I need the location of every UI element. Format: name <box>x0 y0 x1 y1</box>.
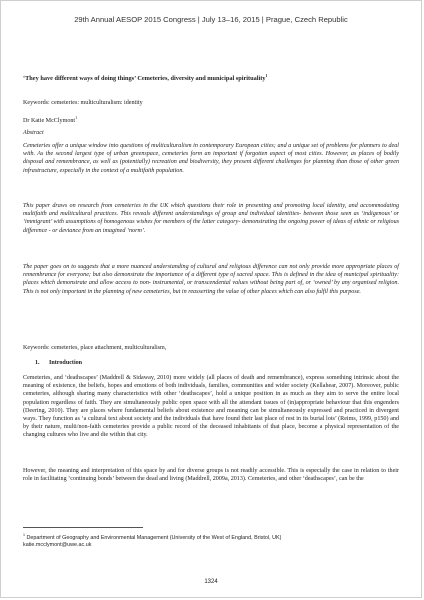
abstract-text: Cemeteries offer a unique window into questions of multiculturalism in contemporary European cities; and a unique set of problems for planners to deal with. As the second largest type of urban greenspace, cemeteries form an important if forgotten aspect of most cities. However, as places of bodily disposal and remembrance, as well as (potentially) recreation and biodiversity, they present different challenges for planning than those of other green infrastructure, especially in the context of a multifaith population. <box>23 143 399 174</box>
abstract-paragraph-3 <box>23 263 399 296</box>
abstract-paragraph-2 <box>23 202 399 235</box>
body-text: Cemeteries, and ‘deathscapes’ (Maddrell & Sidaway, 2010) more widely (all places of death and remembrance), express something intrinsic about the meaning of existence, the beliefs, hopes and emotions of both individuals, families, communities and wider society (Kellahear, 2007). Moreover, public cemeteries, although sharing many characteristics with other ‘deathscapes’, hold a unique position in as much as they aim to serve the entire local population regardless of faith. They are simultaneously public open space with all the attendant issues of (in)appropriate behaviour that this engenders (Deering, 2010). They are places where fundamental beliefs about existence and meaning can be simultaneously expressed and practiced in divergent ways. They function as ‘a cultural text about society and the individuals that have found their last place of rest in its burial lots’ (Reims, 1999, p150) and by their nature, multi/non-faith cemeteries provide a public record of the deceased inhabitants of that place, become a physical representation of the changing cultures who live and die within that city. <box>23 375 399 439</box>
paper-title <box>23 72 399 83</box>
keywords-line-2: Keywords: cemeteries, place attachment, multiculturalism, <box>23 345 167 351</box>
author-footnote-mark: 1 <box>75 115 78 120</box>
author-line <box>23 114 399 125</box>
section-title: Introduction <box>49 360 83 366</box>
running-header: 29th Annual AESOP 2015 Congress | July 13–16, 2015 | Prague, Czech Republic <box>74 15 348 24</box>
title-footnote-mark: 1 <box>265 73 268 78</box>
section-number: 1. <box>35 360 40 366</box>
footnote-affiliation-text: Department of Geography and Environmental Management (University of the West of England, Bristol, UK) <box>26 534 282 541</box>
footnote-affiliation <box>23 532 399 542</box>
footnote <box>23 532 399 549</box>
body-paragraph-1 <box>23 374 399 440</box>
abstract-heading: Abstract <box>23 130 44 136</box>
page-number: 1324 <box>204 579 218 585</box>
abstract-text: The paper goes on to suggests that a more nuanced understanding of cultural and religious difference can not only provide more appropriate places of remembrance for everyone; but also demonstrate the importance of a different type of sacred space. This is defined in the idea of municipal spirituality: places which demonstrate and allow access to non- instrumental, or transcendental values without being part of, or ‘owned’ by any organised religion. This is not only important in the planning of new cemeteries, but in reasserting the value of other places which can also fulfil this purpose. <box>23 264 399 295</box>
section-heading <box>23 359 399 367</box>
footnote-email: katie.mcclymont@uwe.ac.uk <box>23 542 92 548</box>
keywords-line: Keywords: cemeteries: multiculturalism: identity <box>23 100 143 106</box>
footnote-divider <box>23 527 143 528</box>
paper-title-text: ‘They have different ways of doing things’ Cemeteries, diversity and municipal spirituality <box>23 75 266 83</box>
author-name: Dr Katie McClymont <box>23 118 76 125</box>
body-paragraph-2 <box>23 467 399 483</box>
footnote-mark: 1 <box>23 533 25 537</box>
abstract-paragraph-1 <box>23 142 399 175</box>
abstract-text: This paper draws on research from cemeteries in the UK which questions their role in presenting and promoting local identity, and accommodating multifaith and multicultural practices. This reveals different understandings of group and individual identities- between those seen as ‘indigenous’ or ‘immigrant’ with assumptions of homogenous wishes for members of the latter category- demonstrating the ongoing power of ideas of ethnic or religious difference - or deviance from an imagined ‘norm’. <box>23 203 399 234</box>
body-text: However, the meaning and interpretation of this space by and for diverse groups is not readily accessible. This is especially the case in relation to their role in facilitating ‘continuing bonds’ between the dead and living (Maddrell, 2009a, 2013). Cemeteries, and other ‘deathscapes’, can be the <box>23 468 399 483</box>
